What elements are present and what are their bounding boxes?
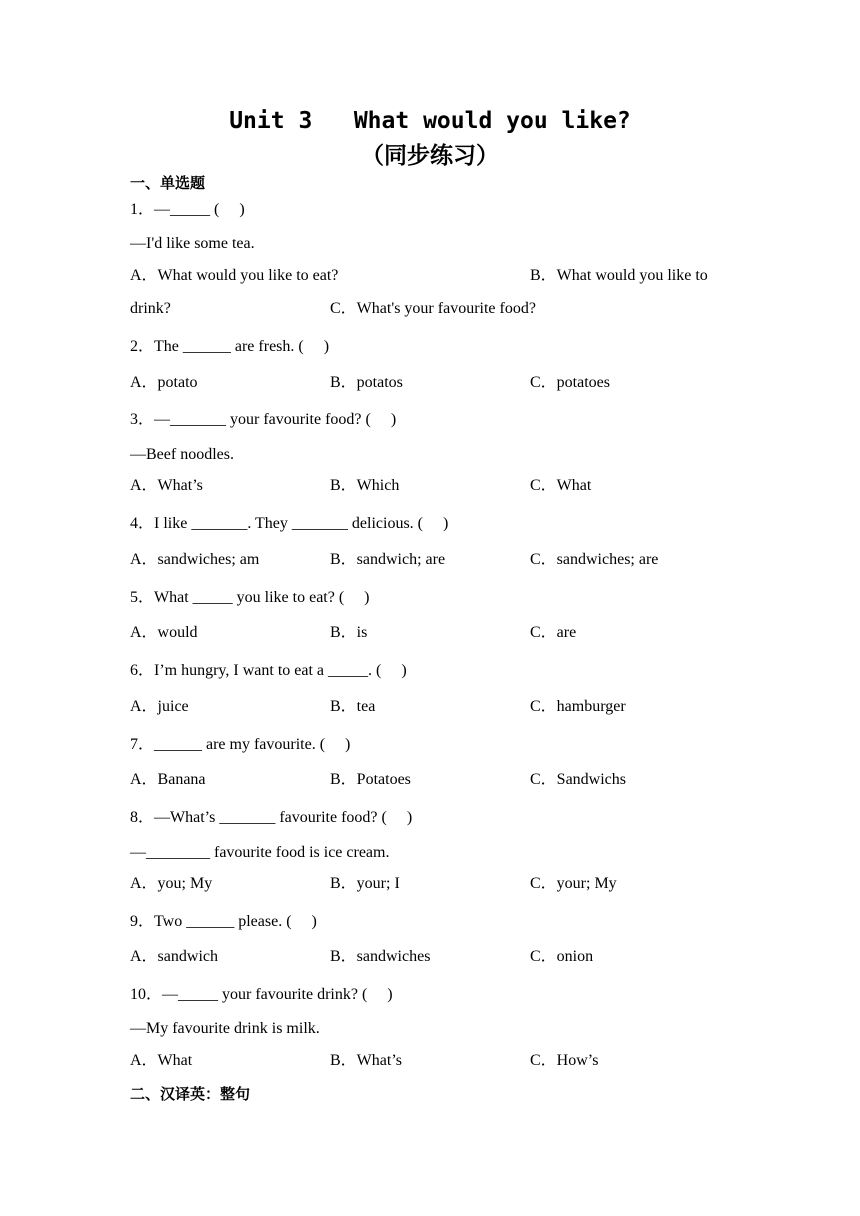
question-4-option-a: A．sandwiches; am	[130, 551, 260, 568]
question-1-answer-line: —I'd like some tea.	[130, 235, 255, 252]
question-3-option-a: A．What’s	[130, 477, 203, 494]
section-heading-multiple-choice: 一、单选题	[130, 174, 206, 192]
question-2-option-c: C．potatoes	[530, 374, 610, 391]
question-1-option-a: A．What would you like to eat?	[130, 267, 339, 284]
question-8-option-c: C．your; My	[530, 875, 617, 892]
question-5-option-a: A．would	[130, 624, 198, 641]
question-2-stem: 2．The ______ are fresh. ( )	[130, 338, 330, 355]
question-8-option-a: A．you; My	[130, 875, 213, 892]
question-1-stem: 1．—_____ ( )	[130, 201, 245, 218]
question-1-option-b: B．What would you like to	[530, 267, 708, 284]
question-8-answer-line: —________ favourite food is ice cream.	[130, 844, 390, 861]
question-4-option-b: B．sandwich; are	[330, 551, 446, 568]
question-5-option-c: C．are	[530, 624, 577, 641]
question-9-option-c: C．onion	[530, 948, 594, 965]
question-3-answer-line: —Beef noodles.	[130, 446, 234, 463]
question-7-option-a: A．Banana	[130, 771, 206, 788]
question-10-option-c: C．How’s	[530, 1052, 599, 1069]
question-2-option-a: A．potato	[130, 374, 198, 391]
question-6-option-c: C．hamburger	[530, 698, 626, 715]
question-3-option-c: C．What	[530, 477, 592, 494]
question-7-option-b: B．Potatoes	[330, 771, 411, 788]
question-4-stem: 4．I like _______. They _______ delicious. ( )	[130, 515, 449, 532]
question-9-option-a: A．sandwich	[130, 948, 218, 965]
question-10-answer-line: —My favourite drink is milk.	[130, 1020, 320, 1037]
question-9-stem: 9．Two ______ please. ( )	[130, 913, 317, 930]
question-6-option-a: A．juice	[130, 698, 189, 715]
question-5-stem: 5．What _____ you like to eat? ( )	[130, 589, 370, 606]
question-3-stem: 3．—_______ your favourite food? ( )	[130, 411, 397, 428]
question-2-option-b: B．potatos	[330, 374, 403, 391]
question-3-option-b: B．Which	[330, 477, 400, 494]
question-8-option-b: B．your; I	[330, 875, 400, 892]
page-subtitle: （同步练习）	[361, 143, 499, 169]
page-title: Unit 3 What would you like?	[229, 108, 631, 134]
question-10-stem: 10．—_____ your favourite drink? ( )	[130, 986, 393, 1003]
question-6-option-b: B．tea	[330, 698, 376, 715]
question-10-option-a: A．What	[130, 1052, 193, 1069]
question-8-stem: 8．—What’s _______ favourite food? ( )	[130, 809, 413, 826]
question-6-stem: 6．I’m hungry, I want to eat a _____. ( )	[130, 662, 407, 679]
question-7-option-c: C．Sandwichs	[530, 771, 627, 788]
question-1-option-b-continued: drink?	[130, 300, 171, 317]
question-5-option-b: B．is	[330, 624, 368, 641]
question-9-option-b: B．sandwiches	[330, 948, 431, 965]
question-7-stem: 7．______ are my favourite. ( )	[130, 736, 351, 753]
question-1-option-c: C．What's your favourite food?	[330, 300, 536, 317]
question-4-option-c: C．sandwiches; are	[530, 551, 659, 568]
section-heading-translation: 二、汉译英：整句	[130, 1085, 251, 1103]
question-10-option-b: B．What’s	[330, 1052, 402, 1069]
